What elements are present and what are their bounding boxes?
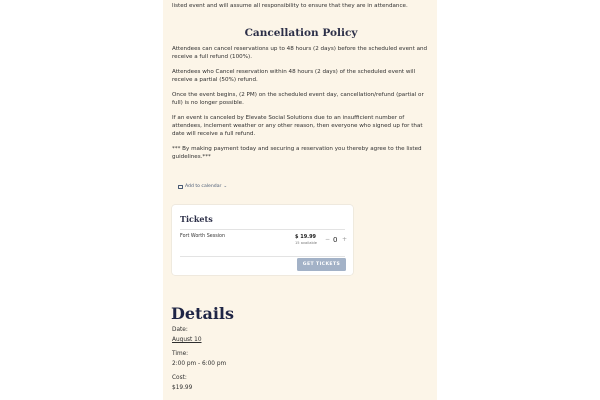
ticket-availability: 15 available bbox=[295, 241, 317, 245]
quantity-increment-button[interactable]: + bbox=[342, 236, 348, 243]
event-page bbox=[163, 0, 437, 400]
cost-label: Cost: bbox=[172, 375, 187, 381]
tickets-divider-bottom bbox=[180, 256, 345, 257]
calendar-icon bbox=[178, 185, 183, 189]
quantity-decrement-button[interactable]: − bbox=[325, 236, 331, 243]
ticket-price: $ 19.99 bbox=[295, 234, 317, 240]
policy-paragraph-no-refund: Once the event begins, (2 PM) on the scheduled event day, cancellation/refund (partial or full) is no longer possible. bbox=[172, 92, 424, 107]
date-label: Date: bbox=[172, 327, 188, 333]
add-to-calendar-button[interactable] bbox=[178, 184, 227, 189]
policy-paragraph-agreement: *** By making payment today and securing a reservation you thereby agree to the listed guidelines.*** bbox=[172, 146, 422, 161]
details-title: Details bbox=[171, 304, 234, 323]
cost-value: $19.99 bbox=[172, 385, 193, 391]
get-tickets-button[interactable]: GET TICKETS bbox=[297, 258, 346, 271]
time-value: 2:00 pm - 6:00 pm bbox=[172, 361, 227, 367]
cancellation-policy-title: Cancellation Policy bbox=[244, 27, 358, 39]
tickets-title: Tickets bbox=[180, 214, 213, 224]
time-label: Time: bbox=[172, 351, 189, 357]
quantity-input[interactable]: 0 bbox=[333, 236, 338, 244]
tickets-divider bbox=[180, 229, 345, 230]
tickets-card bbox=[172, 205, 353, 275]
add-to-calendar-label: Add to calendar bbox=[185, 184, 222, 189]
policy-paragraph-event-canceled: If an event is canceled by Elevate Social Solutions due to an insufficient number of attendees, inclement weather or any other reason, then everyone who signed up for that date will receive a full refund. bbox=[172, 115, 423, 138]
policy-paragraph-partial-refund: Attendees who Cancel reservation within 48 hours (2 days) of the scheduled event will receive a partial (50%) refund. bbox=[172, 69, 416, 84]
chevron-down-icon: ⌄ bbox=[223, 184, 228, 189]
date-value[interactable]: August 10 bbox=[172, 337, 202, 343]
ticket-name: Fort Worth Session bbox=[180, 234, 226, 239]
policy-intro: listed event and will assume all responsibility to ensure that they are in attendance. bbox=[172, 3, 408, 10]
policy-paragraph-full-refund: Attendees can cancel reservations up to 48 hours (2 days) before the scheduled event and receive a full refund (100%). bbox=[172, 46, 428, 61]
